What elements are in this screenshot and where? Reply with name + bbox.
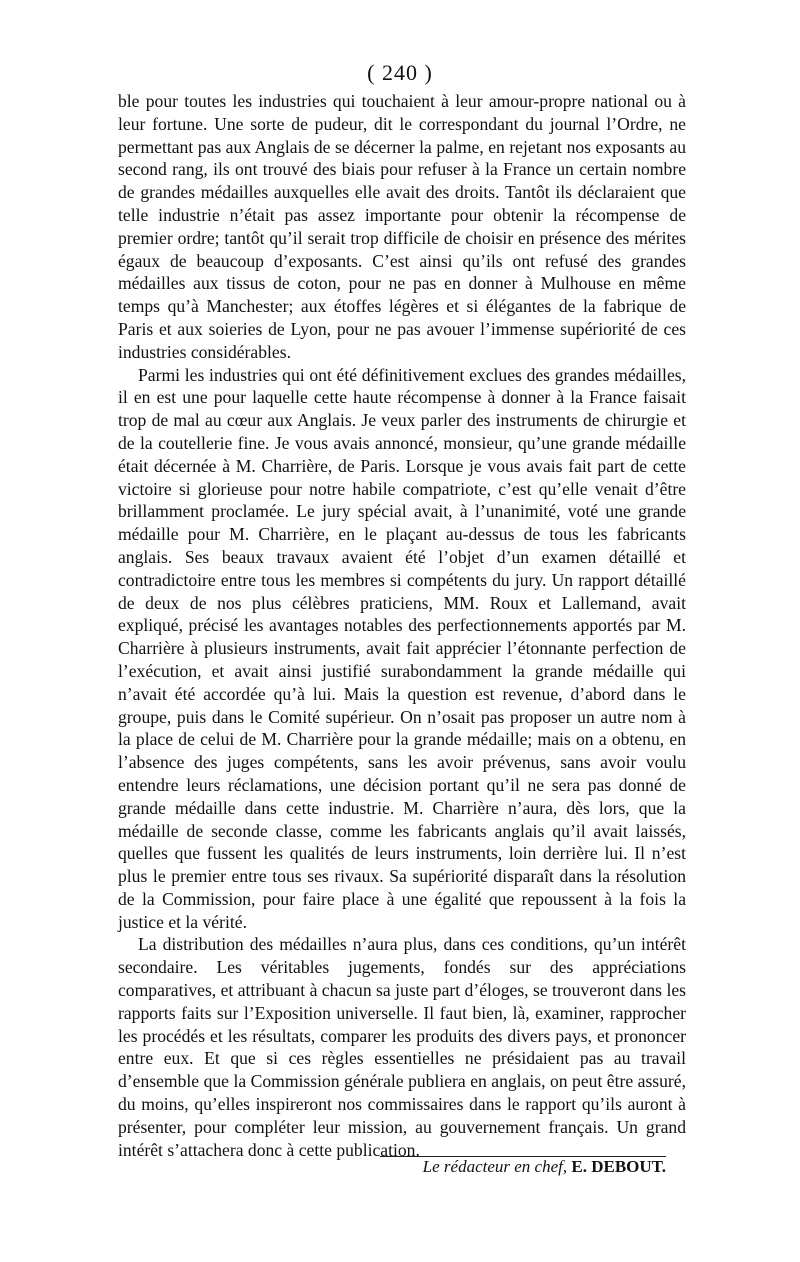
article-body	[118, 90, 686, 1161]
signature	[380, 1157, 666, 1177]
paragraph-2: Parmi les industries qui ont été définitivement exclues des grandes médailles, il en est une pour laquelle cette haute récompense à donner à la France faisait trop de mal au cœur aux Anglais. Je veux parler des instruments de chirurgie et de la coutellerie fine. Je vous avais annoncé, monsieur, qu’une grande médaille était décernée à M. Charrière, de Paris. Lorsque je vous avais fait part de cette victoire si glorieuse pour notre habile compatriote, c’est qu’elle venait d’être brillamment proclamée. Le jury spécial avait, à l’unanimité, voté une grande médaille pour M. Charrière, en le plaçant au-dessus de tous les fabricants anglais. Ses beaux travaux avaient été l’objet d’un examen détaillé et contradictoire entre tous les membres si compétents du jury. Un rapport détaillé de deux de nos plus célèbres praticiens, MM. Roux et Lallemand, avait expliqué, précisé les avantages notables des perfectionnements apportés par M. Charrière à plusieurs instruments, avait fait apprécier l’étonnante perfection de l’exécution, et avait ainsi justifié surabondamment la grande médaille qui n’avait été accordée qu’à lui. Mais la question est revenue, d’abord dans le groupe, puis dans le Comité supérieur. On n’osait pas proposer un autre nom à la place de celui de M. Charrière pour la grande médaille; mais on a obtenu, en l’absence des juges compétents, sans les avoir prévenus, sans avoir voulu entendre leurs réclamations, une décision portant qu’il ne sera pas donné de grande médaille dans cette industrie. M. Charrière n’aura, dès lors, que la médaille de seconde classe, comme les fabricants anglais qu’il avait laissés, quelles que fussent les qualités de leurs instruments, loin derrière lui. Il n’est plus le premier entre tous ses rivaux. Sa supériorité disparaît dans la résolution de la Commission, pour faire place à une égalité que repoussent à la fois la justice et la vérité.	[118, 364, 686, 932]
signature-role: Le rédacteur en chef,	[422, 1157, 568, 1176]
paragraph-3: La distribution des médailles n’aura plus, dans ces conditions, qu’un intérêt secondaire. Les véritables jugements, fondés sur des appréciations comparatives, et attribuant à chacun sa juste part d’éloges, se trouveront dans les rapports faits sur l’Exposition universelle. Il faut bien, là, examiner, rapprocher les procédés et les résultats, comparer les produits des divers pays, et prononcer entre eux. Et que si ces règles essentielles ne présidaient pas au travail d’ensemble que la Commission générale publiera en anglais, on peut être assuré, du moins, qu’elles inspireront nos commissaires dans le rapport qu’ils auront à présenter, pour compléter leur mission, au gouvernement français. Un grand intérêt s’attachera donc à cette publication.	[118, 934, 686, 1160]
paragraph-1: ble pour toutes les industries qui touchaient à leur amour-propre national ou à leur fortune. Une sorte de pudeur, dit le correspondant du journal l’Ordre, ne permettant pas aux Anglais de se décerner la palme, en rejetant nos exposants au second rang, ils ont trouvé des biais pour refuser à la France un certain nombre de grandes médailles auxquelles elle avait des droits. Tantôt ils déclaraient que telle industrie n’était pas assez importante pour obtenir la récompense de premier ordre; tantôt qu’il serait trop difficile de choisir en présence des mérites égaux de beaucoup d’exposants. C’est ainsi qu’ils ont refusé des grandes médailles aux tissus de coton, pour ne pas en donner à Mulhouse en même temps qu’à Manchester; aux étoffes légères et si élégantes de la fabrique de Paris et aux soieries de Lyon, pour ne pas avouer l’immense supériorité de ces industries considérables.	[118, 91, 686, 362]
signature-name: E. DEBOUT.	[571, 1157, 666, 1176]
page-number: ( 240 )	[367, 60, 433, 85]
